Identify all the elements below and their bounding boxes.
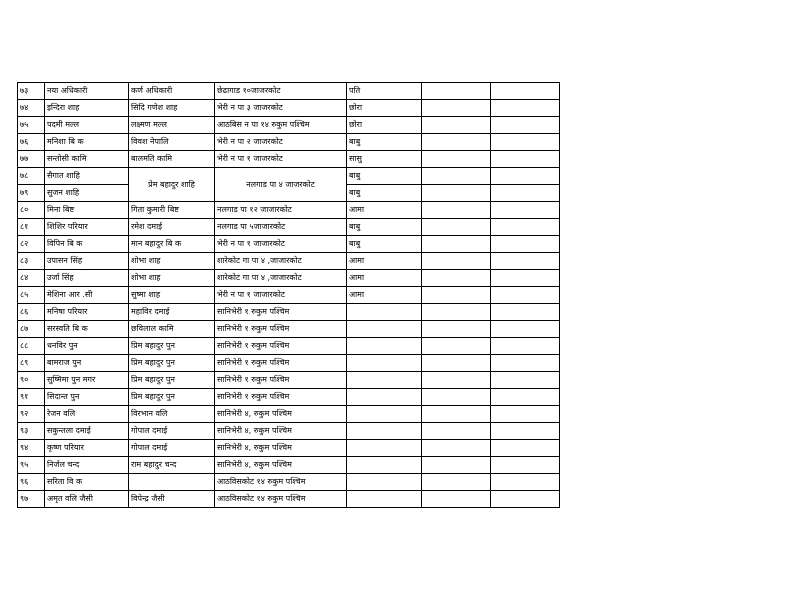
empty-cell [422,151,491,168]
relation-cell: आमा [347,253,422,270]
serial-cell: ७९ [18,185,45,202]
empty-cell [491,185,560,202]
empty-cell [422,219,491,236]
empty-cell [491,304,560,321]
name-cell: विपिन बि क [45,236,129,253]
relation-cell [347,406,422,423]
serial-cell: ९१ [18,389,45,406]
empty-cell [491,406,560,423]
name-cell: उपासन सिंह [45,253,129,270]
parent-cell: छविलाल कामि [129,321,215,338]
name-cell: मनिषा परियार [45,304,129,321]
empty-cell [422,117,491,134]
empty-cell [491,253,560,270]
empty-cell [491,134,560,151]
parent-cell: लक्ष्मण मल्ल [129,117,215,134]
relation-cell: बाबु [347,168,422,185]
empty-cell [422,389,491,406]
parent-cell: राम बहादुर चन्द [129,457,215,474]
parent-cell: गिता कुमारी बिष्ट [129,202,215,219]
serial-cell: ७४ [18,100,45,117]
serial-cell: ९६ [18,474,45,491]
table-row [18,389,560,406]
empty-cell [491,321,560,338]
empty-cell [491,372,560,389]
name-cell: सैगात शाहि [45,168,129,185]
relation-cell [347,372,422,389]
empty-cell [422,100,491,117]
relation-cell [347,474,422,491]
address-cell: आठविसकोट १४ रुकुम पश्चिम [215,491,347,508]
relation-cell: छोरा [347,117,422,134]
name-cell: कृष्ण परियार [45,440,129,457]
empty-cell [422,440,491,457]
serial-cell: ९५ [18,457,45,474]
address-cell: भेरी न पा १ जाजारकोट [215,287,347,304]
empty-cell [491,423,560,440]
serial-cell: ८३ [18,253,45,270]
table-row [18,491,560,508]
name-cell: मिना बिष्ट [45,202,129,219]
name-cell: पदमी मल्ल [45,117,129,134]
address-cell: नलगाड पा ५जाजारकोट [215,219,347,236]
serial-cell: ९२ [18,406,45,423]
address-cell: सानिभेरी १ रुकुम पश्चिम [215,389,347,406]
parent-cell: प्रिम बहादुर पुन [129,355,215,372]
empty-cell [422,355,491,372]
relation-cell [347,457,422,474]
empty-cell [422,236,491,253]
name-cell: बामराज पुन [45,355,129,372]
empty-cell [422,253,491,270]
table-row [18,440,560,457]
empty-cell [491,100,560,117]
table-row [18,236,560,253]
serial-cell: ७६ [18,134,45,151]
table-row [18,117,560,134]
name-cell: सिदान्त पुन [45,389,129,406]
empty-cell [422,406,491,423]
serial-cell: ७५ [18,117,45,134]
parent-cell: बालमति कामि [129,151,215,168]
relation-cell: बाबु [347,185,422,202]
table-row [18,287,560,304]
parent-cell: सुष्मा शाह [129,287,215,304]
empty-cell [422,491,491,508]
table-row [18,134,560,151]
empty-cell [422,321,491,338]
table-row [18,355,560,372]
empty-cell [422,474,491,491]
address-cell: सानिभेरी ४, रुकुम पश्चिम [215,406,347,423]
empty-cell [422,202,491,219]
empty-cell [422,270,491,287]
empty-cell [491,338,560,355]
serial-cell: ९४ [18,440,45,457]
address-cell: आठविसकोट १४ रुकुम पश्चिम [215,474,347,491]
records-table [17,82,560,508]
empty-cell [491,270,560,287]
serial-cell: ८१ [18,219,45,236]
serial-cell: ७३ [18,83,45,100]
document-sheet [17,82,560,508]
parent-cell: विपेन्द्र जैसी [129,491,215,508]
table-row [18,202,560,219]
table-row [18,100,560,117]
relation-cell: आमा [347,287,422,304]
empty-cell [422,423,491,440]
serial-cell: ७८ [18,168,45,185]
address-cell: सानिभेरी १ रुकुम पश्चिम [215,321,347,338]
serial-cell: ८४ [18,270,45,287]
address-cell: सानिभेरी ४, रुकुम पश्चिम [215,440,347,457]
address-cell: सानिभेरी १ रुकुम पश्चिम [215,304,347,321]
serial-cell: ९३ [18,423,45,440]
name-cell: सकुन्तला दमाई [45,423,129,440]
relation-cell [347,338,422,355]
relation-cell: बाबु [347,219,422,236]
empty-cell [491,491,560,508]
table-row [18,83,560,100]
empty-cell [491,457,560,474]
name-cell: अमृत वलि जैसी [45,491,129,508]
empty-cell [422,185,491,202]
empty-cell [491,83,560,100]
relation-cell [347,440,422,457]
name-cell: सुष्मिमा पुन मगर [45,372,129,389]
parent-cell: प्रिम बहादुर पुन [129,389,215,406]
name-cell: धनविर पुन [45,338,129,355]
serial-cell: ८५ [18,287,45,304]
table-row [18,372,560,389]
relation-cell: पति [347,83,422,100]
name-cell: सरस्वति बि क [45,321,129,338]
relation-cell: बाबु [347,134,422,151]
relation-cell [347,321,422,338]
address-cell: भेरी न पा १ जाजरकोट [215,151,347,168]
records-table-body [18,83,560,508]
name-cell: इन्दिरा शाह [45,100,129,117]
address-cell: सानिभेरी १ रुकुम पश्चिम [215,338,347,355]
empty-cell [422,83,491,100]
table-row [18,457,560,474]
empty-cell [491,151,560,168]
serial-cell: ७७ [18,151,45,168]
name-cell: निर्जल चन्द [45,457,129,474]
serial-cell: ८७ [18,321,45,338]
address-cell-merged: नलगाड पा ४ जाजरकोट [215,168,347,202]
serial-cell: ९७ [18,491,45,508]
serial-cell: ८८ [18,338,45,355]
relation-cell: आमा [347,270,422,287]
parent-cell: सिदि गणेश शाह [129,100,215,117]
name-cell: रेजन वलि [45,406,129,423]
parent-cell: विवश नेपालि [129,134,215,151]
parent-cell: गोपाल दमाई [129,423,215,440]
empty-cell [491,440,560,457]
serial-cell: ८२ [18,236,45,253]
relation-cell: सासु [347,151,422,168]
address-cell: नलगाड पा १२ जाजारकोट [215,202,347,219]
address-cell: शारेकोट गा पा ४ ,जाजारकोट [215,270,347,287]
name-cell: उर्जा सिंह [45,270,129,287]
empty-cell [422,287,491,304]
table-row [18,270,560,287]
empty-cell [491,236,560,253]
table-row [18,474,560,491]
parent-cell: प्रिम बहादुर पुन [129,372,215,389]
address-cell: सानिभेरी ४, रुकुम पश्चिम [215,423,347,440]
table-row [18,151,560,168]
empty-cell [491,202,560,219]
address-cell: शारेकोट गा पा ४ ,जाजारकोट [215,253,347,270]
address-cell: भेरी न पा १ जाजारकोट [215,236,347,253]
parent-cell-merged: प्रेम बहादुर शाहि [129,168,215,202]
address-cell: भेरी न पा २ जाजरकोट [215,134,347,151]
table-row [18,168,560,185]
relation-cell [347,491,422,508]
relation-cell [347,355,422,372]
table-row [18,321,560,338]
empty-cell [422,338,491,355]
table-row [18,219,560,236]
empty-cell [491,117,560,134]
serial-cell: ८६ [18,304,45,321]
empty-cell [422,304,491,321]
parent-cell: विरभान वलि [129,406,215,423]
parent-cell: शोभा शाह [129,270,215,287]
empty-cell [491,389,560,406]
empty-cell [422,168,491,185]
relation-cell: बाबु [347,236,422,253]
serial-cell: ८० [18,202,45,219]
parent-cell: गोपाल दमाई [129,440,215,457]
table-row [18,423,560,440]
name-cell: सरिता वि क [45,474,129,491]
empty-cell [422,457,491,474]
name-cell: शिशिर परियार [45,219,129,236]
serial-cell: ८९ [18,355,45,372]
table-row [18,406,560,423]
empty-cell [491,355,560,372]
empty-cell [491,219,560,236]
relation-cell [347,304,422,321]
name-cell: मेशिना आर .सी [45,287,129,304]
table-row [18,338,560,355]
parent-cell [129,474,215,491]
empty-cell [491,168,560,185]
name-cell: मनिशा बि क [45,134,129,151]
parent-cell: मान बहादुर बि क [129,236,215,253]
parent-cell: शोभा शाह [129,253,215,270]
parent-cell: महाविर दमाई [129,304,215,321]
address-cell: छेढागाड १०जाजरकोट [215,83,347,100]
parent-cell: रमेश दमाई [129,219,215,236]
relation-cell: छोरा [347,100,422,117]
name-cell: नया अधिकारी [45,83,129,100]
address-cell: आठबिस न पा १४ रुकुम पश्चिम [215,117,347,134]
address-cell: सानिभेरी १ रुकुम पश्चिम [215,372,347,389]
table-row [18,304,560,321]
relation-cell [347,389,422,406]
address-cell: सानिभेरी ४, रुकुम पश्चिम [215,457,347,474]
name-cell: सन्तोसी कामि [45,151,129,168]
empty-cell [422,372,491,389]
address-cell: सानिभेरी १ रुकुम पश्चिम [215,355,347,372]
parent-cell: कर्ण अधिकारी [129,83,215,100]
empty-cell [491,287,560,304]
empty-cell [491,474,560,491]
empty-cell [422,134,491,151]
relation-cell: आमा [347,202,422,219]
name-cell: सुजन शाहि [45,185,129,202]
relation-cell [347,423,422,440]
address-cell: भेरी न पा ३ जाजरकोट [215,100,347,117]
table-row [18,253,560,270]
parent-cell: प्रिम बहादुर पुन [129,338,215,355]
serial-cell: ९० [18,372,45,389]
